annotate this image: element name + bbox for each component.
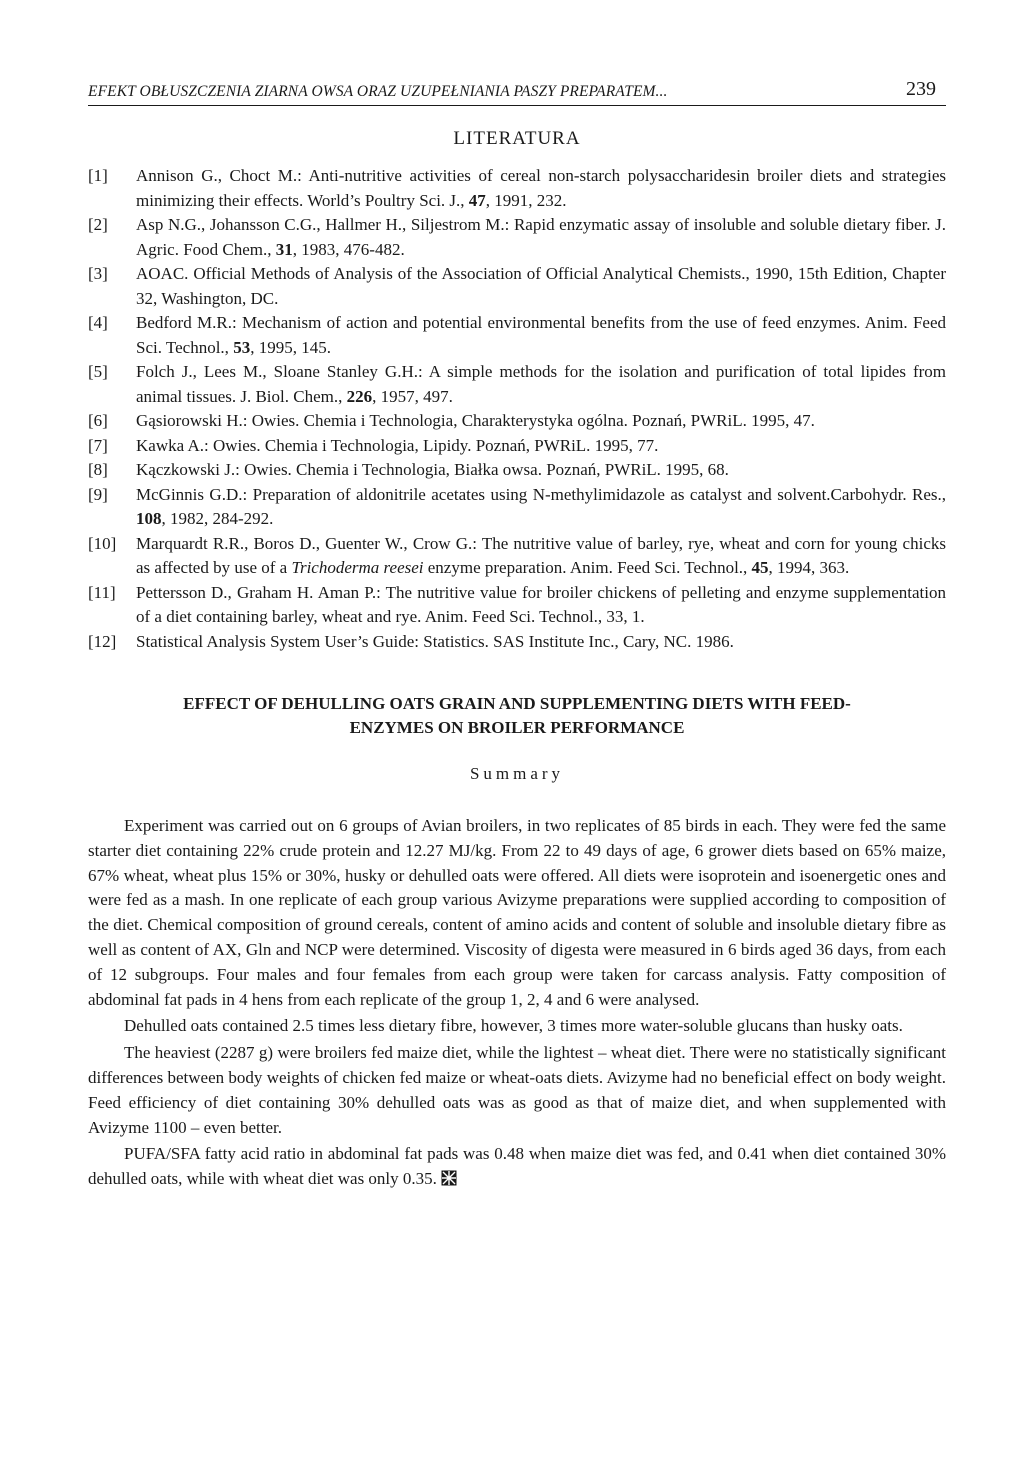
reference-item (88, 581, 946, 630)
reference-volume: 53 (233, 337, 251, 357)
reference-item (88, 409, 946, 434)
reference-text (136, 434, 946, 459)
running-header (88, 78, 946, 106)
summary-heading: Summary (469, 764, 565, 783)
summary-body (88, 814, 946, 1192)
summary-paragraph: The heaviest (2287 g) were broilers fed maize diet, while the lightest – wheat diet. There were no statistically significant differences between body weights of chicken fed maize or wheat-oats diets. Avizyme had no beneficial effect on body weight. Feed efficiency of diet containing 30% dehulled oats was as good as that of maize diet, and when supplemented with Avizyme 1100 – even better. (88, 1043, 946, 1137)
reference-text (136, 630, 946, 655)
english-title (88, 692, 946, 740)
reference-number: [4] (88, 313, 108, 332)
reference-item (88, 458, 946, 483)
reference-fragment: Bedford M.R.: Mechanism of action and potential environmental benefits from the use of feed enzymes. Anim. Feed Sci. Technol., (136, 313, 946, 357)
english-title-line-1: EFFECT OF DEHULLING OATS GRAIN AND SUPPLEMENTING DIETS WITH FEED- (183, 694, 851, 713)
reference-text (136, 532, 946, 581)
reference-fragment: Folch J., Lees M., Sloane Stanley G.H.: A simple methods for the isolation and purification of total lipides from animal tissues. J. Biol. Chem., (136, 362, 946, 406)
reference-volume: 47 (468, 190, 486, 210)
reference-italic: Trichoderma reesei (291, 558, 424, 577)
reference-number: [7] (88, 435, 108, 455)
reference-item (88, 311, 946, 360)
reference-fragment: , 1994, 363. (768, 558, 850, 577)
reference-text (136, 458, 946, 483)
reference-number: [10] (88, 533, 117, 553)
reference-fragment: Asp N.G., Johansson C.G., Hallmer H., Siljestrom M.: Rapid enzymatic assay of insoluble and soluble dietary fiber. J. Agric. Food Chem., (136, 215, 946, 259)
reference-fragment: Pettersson D., Graham H. Aman P.: The nutritive value for broiler chickens of pelleting and enzyme supplementation of a diet containing barley, wheat and rye. Anim. Feed Sci. Technol., 33, 1. (136, 582, 946, 626)
reference-fragment: , 1983, 476-482. (292, 239, 405, 259)
reference-fragment: Marquardt R.R., Boros D., Guenter W., Crow G.: The nutritive value of barley, rye, wheat and corn for young chicks as affected by use of a (136, 533, 946, 577)
reference-text (136, 262, 946, 311)
reference-volume: 31 (275, 239, 293, 259)
reference-fragment: Annison G., Choct M.: Anti-nutritive activities of cereal non-starch polysaccharidesin broiler diets and strategies minimizing their effects. World’s Poultry Sci. J., (136, 166, 946, 210)
summary-paragraph: Dehulled oats contained 2.5 times less dietary fibre, however, 3 times more water-soluble glucans than husky oats. (124, 1016, 903, 1036)
reference-fragment: McGinnis G.D.: Preparation of aldonitrile acetates using N-methylimidazole as catalyst and solvent.Carbohydr. Res., (136, 484, 946, 504)
reference-fragment: AOAC. Official Methods of Analysis of the Association of Official Analytical Chemists., 1990, 15th Edition, Chapter 32, Washington, DC. (136, 264, 946, 308)
reference-number: [2] (88, 215, 108, 234)
reference-text (136, 483, 946, 532)
reference-volume: 108 (136, 509, 162, 528)
reference-fragment: Kawka A.: Owies. Chemia i Technologia, Lipidy. Poznań, PWRiL. 1995, 77. (136, 435, 659, 455)
reference-fragment: , 1991, 232. (485, 190, 567, 210)
reference-item (88, 630, 946, 655)
reference-volume: 226 (346, 386, 373, 406)
reference-item (88, 434, 946, 459)
reference-text (136, 311, 946, 360)
reference-item (88, 262, 946, 311)
reference-volume: 45 (751, 558, 769, 577)
summary-paragraph: Experiment was carried out on 6 groups of Avian broilers, in two replicates of 85 birds in each. They were fed the same starter diet containing 22% crude protein and 12.27 MJ/kg. From 22 to 49 days of age, 6 grower diets based on 65% maize, 67% wheat, wheat plus 15% or 30%, husky or dehulled oats were offered. All diets were isoprotein and isoenergetic ones and were fed as a mash. In one replicate of each group various Avizyme preparations were supplied according to composition of the diet. Chemical composition of ground cereals, content of amino acids and content of soluble and insoluble dietary fibre as well as content of AX, Gln and NCP were determined. Viscosity of digesta were measured in 6 birds aged 36 days, from each of 12 subgroups. Four males and four females from each group were taken for carcass analysis. Fatty composition of abdominal fat pads in 4 hens from each replicate of the group 1, 2, 4 and 6 were analysed. (88, 816, 946, 1009)
reference-number: [9] (88, 484, 108, 504)
reference-number: [6] (88, 411, 108, 430)
reference-number: [5] (88, 362, 108, 381)
reference-item (88, 360, 946, 409)
reference-list (88, 164, 946, 654)
reference-item (88, 483, 946, 532)
reference-item (88, 532, 946, 581)
reference-text (136, 164, 946, 213)
reference-fragment: enzyme preparation. Anim. Feed Sci. Technol., (423, 558, 752, 577)
reference-text (136, 581, 946, 630)
reference-text (136, 409, 946, 434)
summary-paragraph-text: PUFA/SFA fatty acid ratio in abdominal fat pads was 0.48 when maize diet was fed, and 0.41 when diet contained 30% dehulled oats, while with wheat diet was only 0.35. (88, 1144, 946, 1189)
journal-page (88, 78, 946, 1194)
reference-number: [8] (88, 460, 108, 479)
reference-number: [11] (88, 582, 116, 602)
running-title: EFEKT OBŁUSZCZENIA ZIARNA OWSA ORAZ UZUPEŁNIANIA PASZY PREPARATEM... (88, 83, 668, 100)
reference-text (136, 213, 946, 262)
reference-fragment: Statistical Analysis System User’s Guide: Statistics. SAS Institute Inc., Cary, NC. 1986. (136, 631, 734, 651)
reference-fragment: , 1982, 284-292. (161, 509, 274, 528)
reference-number: [1] (88, 166, 108, 185)
reference-text (136, 360, 946, 409)
reference-number: [3] (88, 264, 108, 283)
literature-heading: LITERATURA (453, 128, 581, 149)
reference-item (88, 213, 946, 262)
journal-end-mark-icon (441, 1170, 457, 1186)
page-number: 239 (906, 78, 936, 100)
reference-item (88, 164, 946, 213)
reference-fragment: Gąsiorowski H.: Owies. Chemia i Technologia, Charakterystyka ogólna. Poznań, PWRiL. 1995, 47. (136, 411, 815, 430)
reference-fragment: , 1957, 497. (372, 386, 453, 406)
reference-fragment: , 1995, 145. (250, 337, 331, 357)
reference-fragment: Kączkowski J.: Owies. Chemia i Technologia, Białka owsa. Poznań, PWRiL. 1995, 68. (136, 460, 729, 479)
english-title-line-2: ENZYMES ON BROILER PERFORMANCE (349, 718, 685, 737)
summary-paragraph-last (88, 1142, 946, 1192)
reference-number: [12] (88, 631, 117, 651)
